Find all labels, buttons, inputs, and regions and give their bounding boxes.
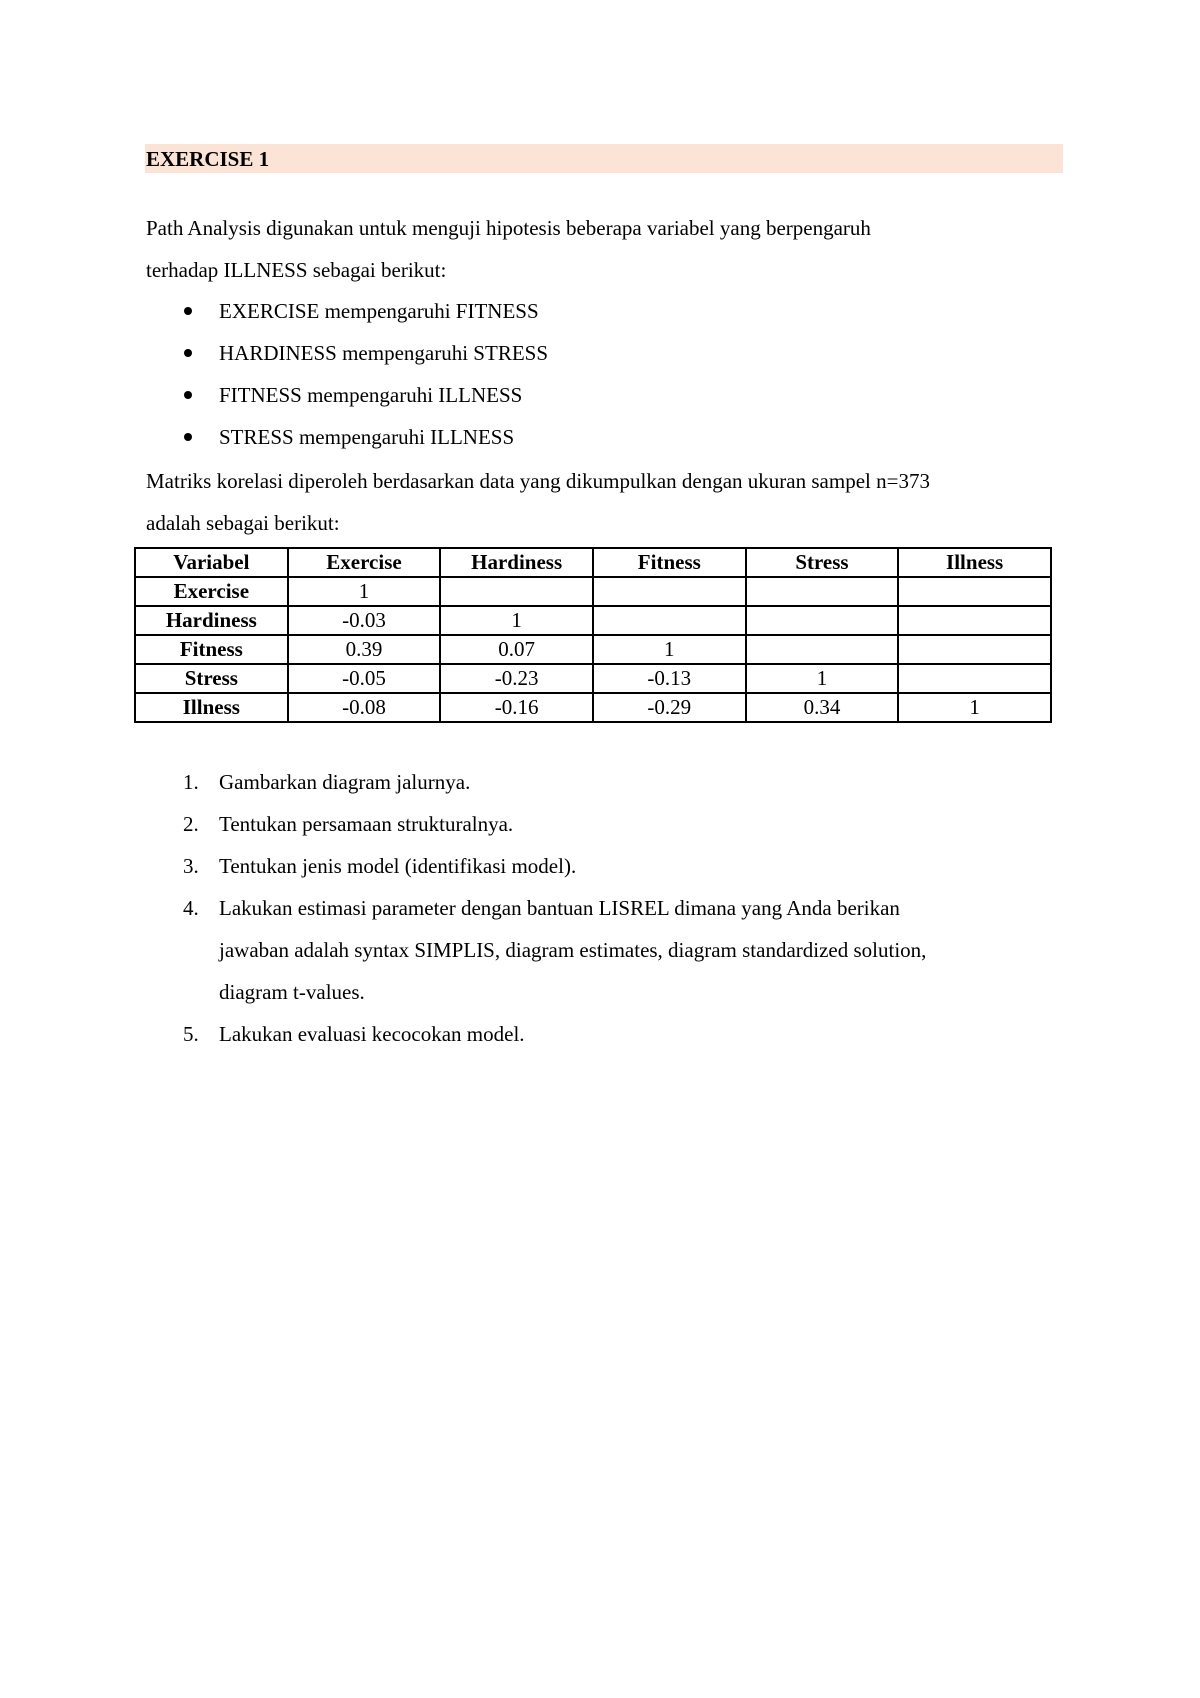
- row-header: Stress: [135, 664, 288, 693]
- list-item: [146, 803, 1069, 845]
- row-header: Hardiness: [135, 606, 288, 635]
- table-row: [135, 664, 1051, 693]
- question-text: Tentukan persamaan strukturalnya.: [219, 812, 514, 836]
- question-number: 3.: [183, 854, 199, 878]
- question-text: Gambarkan diagram jalurnya.: [219, 770, 471, 794]
- list-item: [146, 374, 548, 416]
- row-header: Fitness: [135, 635, 288, 664]
- table-row: [135, 635, 1051, 664]
- table-cell: 1: [288, 577, 441, 606]
- table-row: [135, 693, 1051, 722]
- table-cell: [593, 577, 746, 606]
- list-item: [146, 845, 1069, 887]
- table-cell: -0.03: [288, 606, 441, 635]
- list-item: [146, 290, 548, 332]
- hypothesis-text: STRESS mempengaruhi ILLNESS: [219, 425, 515, 449]
- question-text: Tentukan jenis model (identifikasi model).: [219, 854, 577, 878]
- page-title: EXERCISE 1: [146, 147, 270, 171]
- question-text: jawaban adalah syntax SIMPLIS, diagram estimates, diagram standardized solution,: [219, 938, 927, 962]
- list-item: [146, 1013, 1069, 1055]
- row-header: Exercise: [135, 577, 288, 606]
- matrix-intro-line: Matriks korelasi diperoleh berdasarkan data yang dikumpulkan dengan ukuran sampel n=373: [146, 469, 930, 493]
- bullet-icon: [184, 433, 192, 441]
- table-row: [135, 577, 1051, 606]
- intro-paragraph: [146, 207, 1066, 291]
- question-number: 1.: [183, 770, 199, 794]
- table-row: [135, 606, 1051, 635]
- table-cell: [898, 635, 1051, 664]
- table-cell: -0.16: [440, 693, 593, 722]
- table-cell: -0.13: [593, 664, 746, 693]
- question-text: diagram t-values.: [219, 980, 365, 1004]
- list-item: [146, 416, 548, 458]
- table-cell: -0.08: [288, 693, 441, 722]
- table-cell: [440, 577, 593, 606]
- table-cell: 1: [440, 606, 593, 635]
- heading-highlight: [145, 144, 1063, 173]
- table-cell: 0.34: [746, 693, 899, 722]
- table-cell: [746, 606, 899, 635]
- question-text: Lakukan estimasi parameter dengan bantuan LISREL dimana yang Anda berikan: [219, 896, 900, 920]
- questions-list: [146, 761, 1069, 1055]
- intro-line: Path Analysis digunakan untuk menguji hipotesis beberapa variabel yang berpengaruh: [146, 216, 871, 240]
- table-cell: -0.29: [593, 693, 746, 722]
- table-cell: 0.07: [440, 635, 593, 664]
- column-header: Exercise: [288, 548, 441, 577]
- table-cell: -0.23: [440, 664, 593, 693]
- intro-line: terhadap ILLNESS sebagai berikut:: [146, 258, 447, 282]
- list-item: [146, 761, 1069, 803]
- question-number: 2.: [183, 812, 199, 836]
- table-cell: 1: [746, 664, 899, 693]
- column-header: Stress: [746, 548, 899, 577]
- column-header: Illness: [898, 548, 1051, 577]
- table-cell: [593, 606, 746, 635]
- list-item: [146, 332, 548, 374]
- table-cell: [898, 664, 1051, 693]
- column-header: Hardiness: [440, 548, 593, 577]
- matrix-intro-line: adalah sebagai berikut:: [146, 511, 340, 535]
- bullet-icon: [184, 307, 192, 315]
- question-text: Lakukan evaluasi kecocokan model.: [219, 1022, 525, 1046]
- question-number: 4.: [183, 896, 199, 920]
- column-header: Fitness: [593, 548, 746, 577]
- hypothesis-text: EXERCISE mempengaruhi FITNESS: [219, 299, 539, 323]
- column-header: Variabel: [135, 548, 288, 577]
- table-cell: 0.39: [288, 635, 441, 664]
- question-number: 5.: [183, 1022, 199, 1046]
- hypothesis-text: HARDINESS mempengaruhi STRESS: [219, 341, 549, 365]
- list-item: [146, 887, 1069, 1013]
- table-cell: 1: [898, 693, 1051, 722]
- table-cell: [898, 577, 1051, 606]
- bullet-icon: [184, 391, 192, 399]
- matrix-intro-paragraph: [146, 460, 1066, 544]
- table-cell: -0.05: [288, 664, 441, 693]
- bullet-icon: [184, 349, 192, 357]
- table-cell: [746, 635, 899, 664]
- table-header-row: [135, 548, 1051, 577]
- table-cell: [746, 577, 899, 606]
- table-cell: 1: [593, 635, 746, 664]
- row-header: Illness: [135, 693, 288, 722]
- table-cell: [898, 606, 1051, 635]
- hypotheses-list: [146, 290, 548, 458]
- correlation-table: [134, 547, 1052, 723]
- hypothesis-text: FITNESS mempengaruhi ILLNESS: [219, 383, 523, 407]
